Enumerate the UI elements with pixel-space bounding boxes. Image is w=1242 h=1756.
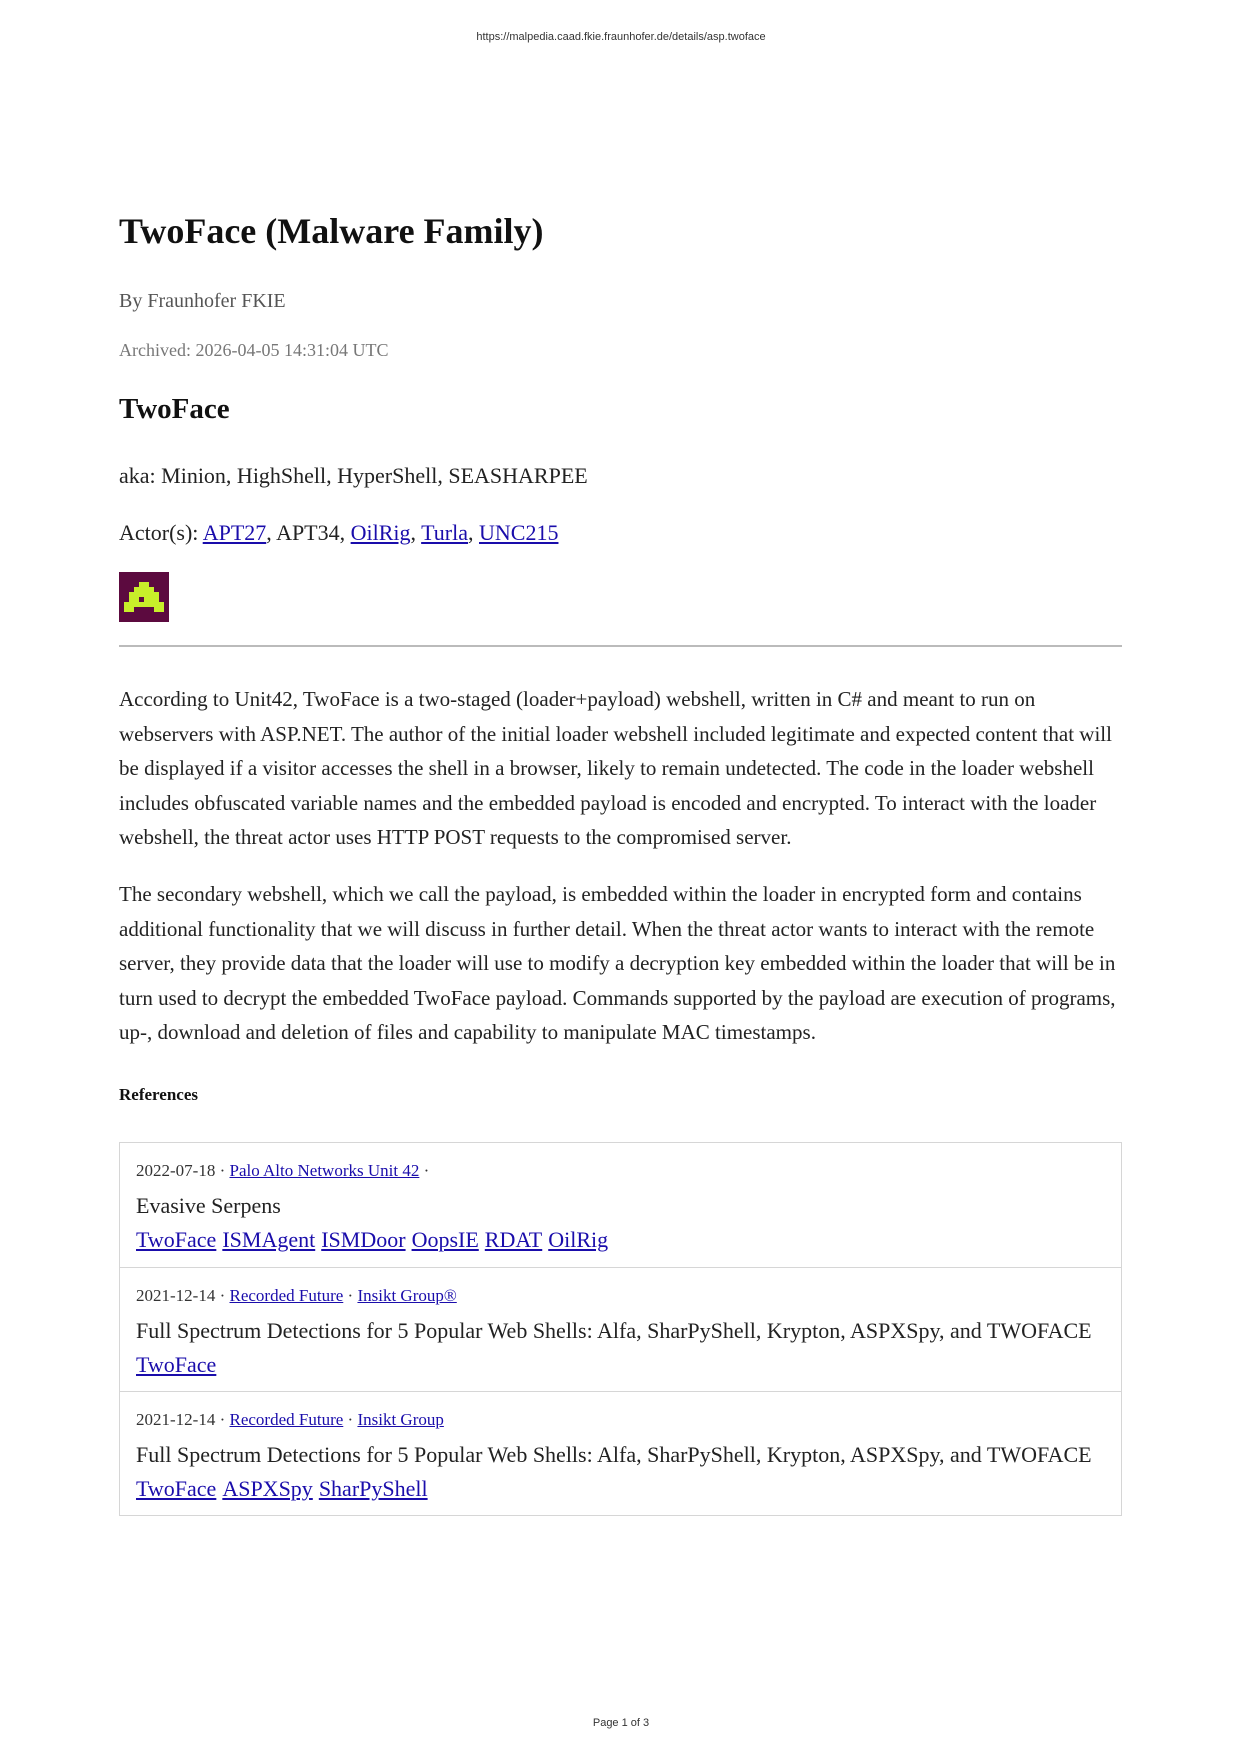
actor-link-apt27[interactable]: APT27 (202, 520, 267, 545)
page-title: TwoFace (Malware Family) (119, 211, 544, 251)
divider (119, 645, 1122, 647)
references-list (119, 1142, 1122, 1516)
references-heading: References (119, 1085, 198, 1104)
reference-title: Full Spectrum Detections for 5 Popular Web Shells: Alfa, SharPyShell, Krypton, ASPXSpy, and TWOFACE (136, 1318, 1092, 1343)
actors-line (119, 520, 558, 546)
reference-tags (136, 1474, 1105, 1504)
actor-link-oilrig[interactable]: OilRig (350, 520, 411, 545)
tag-link[interactable]: ASPXSpy (222, 1476, 313, 1501)
tag-link[interactable]: TwoFace (136, 1476, 217, 1501)
description-paragraph: According to Unit42, TwoFace is a two-staged (loader+payload) webshell, written in C# and meant to run on webservers with ASP.NET. The author of the initial loader webshell included legitimate and expected content that will be displayed if a visitor accesses the shell in a browser, likely to remain undetected. The code in the loader webshell includes obfuscated variable names and the embedded payload is encoded and encrypted. To interact with the loader webshell, the threat actor uses HTTP POST requests to the compromised server. (119, 687, 1112, 850)
reference-date: 2022-07-18 (136, 1161, 216, 1180)
separator: , (266, 520, 277, 545)
tag-link[interactable]: TwoFace (136, 1352, 217, 1377)
reference-tags (136, 1225, 1105, 1255)
reference-item (120, 1391, 1121, 1515)
reference-source-link[interactable]: Insikt Group® (357, 1286, 457, 1305)
reference-item (120, 1267, 1121, 1391)
family-aliases: aka: Minion, HighShell, HyperShell, SEASHARPEE (119, 463, 588, 488)
separator: , (468, 520, 480, 545)
reference-date: 2021-12-14 (136, 1410, 216, 1429)
reference-source-link[interactable]: Recorded Future (229, 1410, 344, 1429)
reference-title: Full Spectrum Detections for 5 Popular Web Shells: Alfa, SharPyShell, Krypton, ASPXSpy, and TWOFACE (136, 1442, 1092, 1467)
tag-link[interactable]: OopsIE (411, 1227, 479, 1252)
tag-link[interactable]: OilRig (548, 1227, 609, 1252)
family-name: TwoFace (119, 393, 230, 425)
reference-tags (136, 1350, 1105, 1380)
page-number: Page 1 of 3 (592, 1717, 650, 1729)
reference-title: Evasive Serpens (136, 1193, 281, 1218)
family-description (119, 682, 1122, 1072)
tag-link[interactable]: TwoFace (136, 1227, 217, 1252)
description-paragraph: The secondary webshell, which we call the payload, is embedded within the loader in encrypted form and contains additional functionality that we will discuss in further detail. When the threat actor wants to interact with the remote server, they provide data that the loader will use to modify a decryption key embedded within the loader that will be in turn used to decrypt the embedded TwoFace payload. Commands supported by the payload are execution of programs, up-, download and deletion of files and capability to manipulate MAC timestamps. (119, 881, 1116, 1045)
reference-source-link[interactable]: Recorded Future (229, 1286, 344, 1305)
reference-date: 2021-12-14 (136, 1286, 216, 1305)
page-url: https://malpedia.caad.fkie.fraunhofer.de/details/asp.twoface (476, 31, 766, 43)
reference-item (120, 1143, 1121, 1267)
reference-meta: 2021-12-14 · Recorded Future · Insikt Group® (136, 1286, 457, 1305)
byline: By Fraunhofer FKIE (119, 290, 286, 312)
reference-meta: 2021-12-14 · Recorded Future · Insikt Group (136, 1410, 444, 1429)
tag-link[interactable]: ISMAgent (222, 1227, 316, 1252)
separator: , (339, 520, 351, 545)
actors-label: Actor(s): (119, 520, 203, 545)
actor-apt34: APT34 (276, 520, 340, 545)
reference-meta: 2022-07-18 · Palo Alto Networks Unit 42 · (136, 1161, 430, 1180)
actor-link-unc215[interactable]: UNC215 (479, 520, 559, 545)
actor-link-turla[interactable]: Turla (421, 520, 469, 545)
malpedia-family-pixel-icon (119, 572, 169, 622)
separator: , (410, 520, 422, 545)
archived-timestamp: Archived: 2026-04-05 14:31:04 UTC (119, 340, 389, 360)
tag-link[interactable]: SharPyShell (318, 1476, 428, 1501)
tag-link[interactable]: ISMDoor (321, 1227, 406, 1252)
reference-source-link[interactable]: Palo Alto Networks Unit 42 (229, 1161, 420, 1180)
reference-source-link[interactable]: Insikt Group (357, 1410, 444, 1429)
tag-link[interactable]: RDAT (484, 1227, 543, 1252)
